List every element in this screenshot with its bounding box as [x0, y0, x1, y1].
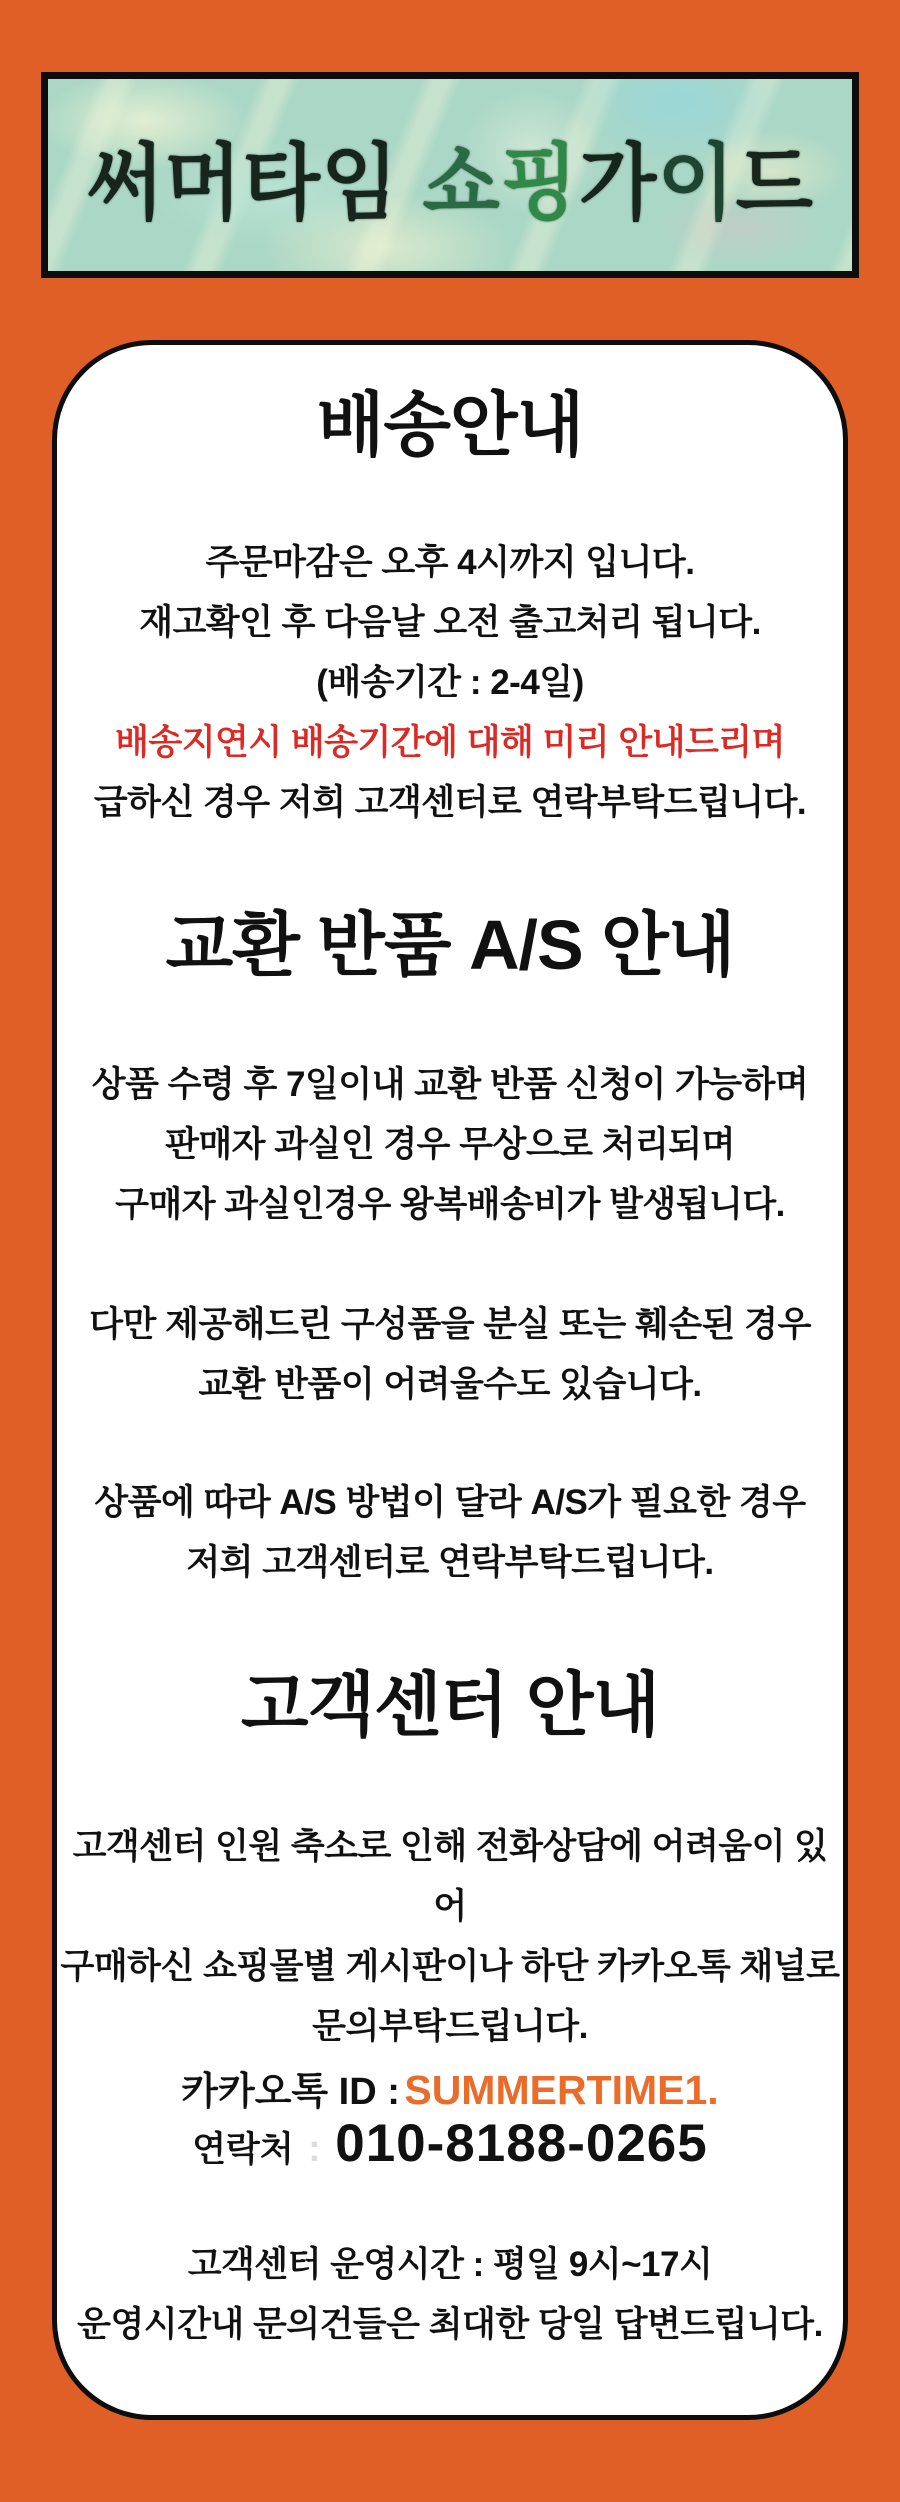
exchange-line: 상품 수령 후 7일이내 교환 반품 신청이 가능하며	[91, 1065, 809, 1104]
title-segment: 쇼	[422, 136, 501, 229]
title-banner	[41, 72, 859, 278]
kakao-id-label: 카카오톡 ID :	[181, 2071, 400, 2113]
customer-center-line: 고객센터 인원 축소로 인해 전화상담에 어려움이 있어	[72, 1827, 828, 1926]
exchange-line: 판매자 과실인 경우 무상으로 처리되며	[165, 1125, 735, 1164]
exchange-heading: 교환 반품 A/S 안내	[165, 906, 735, 984]
shipping-delay-warning: 배송지연시 배송기간에 대해 미리 안내드리며	[115, 723, 785, 762]
hours-line: 운영시간내 문의건들은 최대한 당일 답변드립니다.	[77, 2305, 823, 2344]
phone-label: 연락처	[192, 2130, 294, 2169]
customer-center-line: 문의부탁드립니다.	[312, 2007, 588, 2046]
phone-number: 010-8188-0265	[335, 2114, 708, 2173]
title-segment: 써머타임	[86, 136, 400, 229]
shipping-paragraph	[57, 533, 843, 833]
shipping-line: 급하신 경우 저희 고객센터로 연락부탁드립니다.	[93, 783, 807, 822]
title-segment	[399, 136, 422, 229]
title-segment: 이	[657, 136, 736, 229]
notice-card	[52, 340, 848, 2420]
shipping-line: (배송기간 : 2-4일)	[316, 663, 584, 702]
shipping-heading: 배송안내	[316, 386, 584, 464]
exchange-line: 상품에 따라 A/S 방법이 달라 A/S가 필요한 경우	[94, 1483, 806, 1522]
exchange-paragraph-1	[57, 1055, 843, 1235]
title-segment: 가	[579, 136, 658, 229]
phone-colon: :	[308, 2128, 321, 2170]
customer-center-heading: 고객센터 안내	[240, 1666, 660, 1744]
title-segment: 핑	[500, 136, 580, 229]
customer-center-line: 구매하신 쇼핑몰별 게시판이나 하단 카카오톡 채널로	[60, 1947, 840, 1986]
shipping-line: 재고확인 후 다음날 오전 출고처리 됩니다.	[139, 603, 761, 642]
customer-center-paragraph	[57, 1817, 843, 2057]
shipping-line: 주문마감은 오후 4시까지 입니다.	[205, 543, 695, 582]
exchange-line: 교환 반품이 어려울수도 있습니다.	[198, 1365, 702, 1404]
kakao-id-value: SUMMERTIME1.	[404, 2067, 719, 2113]
exchange-line: 다만 제공해드린 구성품을 분실 또는 훼손된 경우	[89, 1305, 811, 1344]
phone-contact-row	[57, 2105, 843, 2196]
exchange-line: 저희 고객센터로 연락부탁드립니다.	[186, 1543, 714, 1582]
exchange-line: 구매자 과실인경우 왕복배송비가 발생됩니다.	[115, 1185, 785, 1224]
exchange-paragraph-2	[57, 1295, 843, 1415]
hours-paragraph	[57, 2235, 843, 2355]
exchange-paragraph-3	[57, 1473, 843, 1593]
poster-title	[86, 115, 814, 235]
hours-line: 고객센터 운영시간 : 평일 9시~17시	[187, 2245, 713, 2284]
title-segment: 드	[735, 136, 814, 229]
